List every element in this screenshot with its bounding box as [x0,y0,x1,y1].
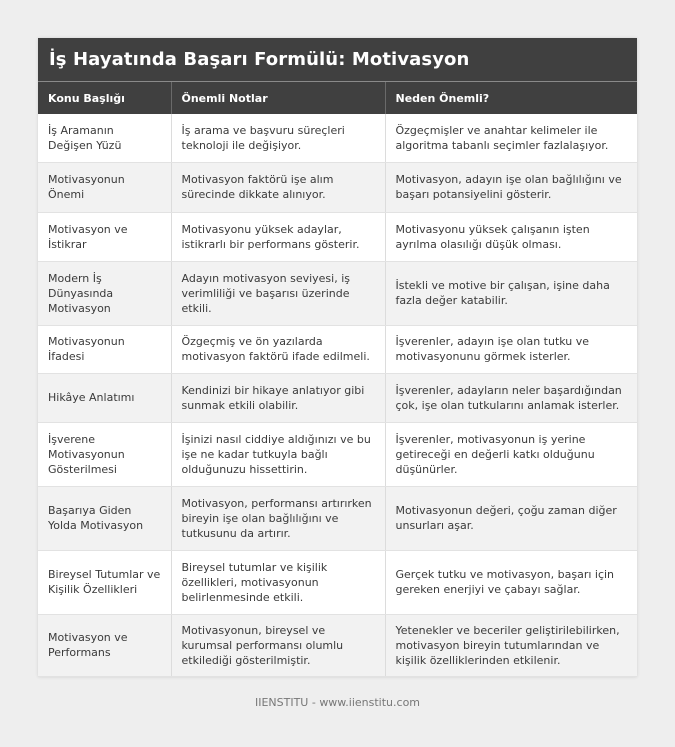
cell-topic: Motivasyonun Önemi [38,162,171,212]
cell-why: İşverenler, motivasyonun iş yerine getireceği en değerli katkı olduğunu düşünürler. [385,422,637,486]
cell-notes: Motivasyonu yüksek adaylar, istikrarlı bir performans gösterir. [171,212,385,261]
table-row [38,373,637,422]
cell-notes: Motivasyonun, bireysel ve kurumsal performansı olumlu etkilediği gösterilmiştir. [171,614,385,676]
table-header-row [38,82,637,114]
cell-why: Yetenekler ve beceriler geliştirilebilirken, motivasyon bireyin tutumlarından ve kişilik özelliklerinden etkilenir. [385,614,637,676]
footer-credit: IIENSTITU - www.iienstitu.com [254,696,421,709]
cell-why: İşverenler, adayların neler başardığından çok, işe olan tutkularını anlamak isterler. [385,373,637,422]
cell-why: Motivasyon, adayın işe olan bağlılığını ve başarı potansiyelini gösterir. [385,162,637,212]
cell-why: Motivasyonun değeri, çoğu zaman diğer unsurları aşar. [385,486,637,550]
cell-why: Motivasyonu yüksek çalışanın işten ayrılma olasılığı düşük olması. [385,212,637,261]
table-row [38,422,637,486]
cell-notes: Bireysel tutumlar ve kişilik özellikleri, motivasyonun belirlenmesinde etkili. [171,550,385,614]
column-header-why: Neden Önemli? [385,82,637,114]
page-title: İş Hayatında Başarı Formülü: Motivasyon [49,49,470,70]
table-row [38,261,637,325]
cell-topic: Başarıya Giden Yolda Motivasyon [38,486,171,550]
cell-topic: İş Aramanın Değişen Yüzü [38,114,171,162]
cell-notes: Motivasyon faktörü işe alım sürecinde dikkate alınıyor. [171,162,385,212]
cell-why: İstekli ve motive bir çalışan, işine daha fazla değer katabilir. [385,261,637,325]
column-header-notes: Önemli Notlar [171,82,385,114]
cell-notes: Kendinizi bir hikaye anlatıyor gibi sunmak etkili olabilir. [171,373,385,422]
table-row [38,325,637,373]
table-row [38,614,637,676]
cell-topic: Modern İş Dünyasında Motivasyon [38,261,171,325]
table-card [38,38,637,677]
cell-notes: Özgeçmiş ve ön yazılarda motivasyon faktörü ifade edilmeli. [171,325,385,373]
table-row [38,486,637,550]
cell-topic: Motivasyon ve İstikrar [38,212,171,261]
cell-topic: Motivasyon ve Performans [38,614,171,676]
table-row [38,114,637,162]
table-body [38,114,637,676]
column-header-topic: Konu Başlığı [38,82,171,114]
cell-notes: İş arama ve başvuru süreçleri teknoloji ile değişiyor. [171,114,385,162]
data-table [38,82,637,677]
title-bar [38,38,637,82]
cell-why: Gerçek tutku ve motivasyon, başarı için gereken enerjiyi ve çabayı sağlar. [385,550,637,614]
cell-notes: İşinizi nasıl ciddiye aldığınızı ve bu işe ne kadar tutkuyla bağlı olduğunuzu hissettirin. [171,422,385,486]
cell-topic: Bireysel Tutumlar ve Kişilik Özellikleri [38,550,171,614]
cell-notes: Motivasyon, performansı artırırken bireyin işe olan bağlılığını ve tutkusunu da artırır. [171,486,385,550]
cell-topic: Hikâye Anlatımı [38,373,171,422]
cell-why: İşverenler, adayın işe olan tutku ve motivasyonunu görmek isterler. [385,325,637,373]
table-row [38,212,637,261]
cell-notes: Adayın motivasyon seviyesi, iş verimliliği ve başarısı üzerinde etkili. [171,261,385,325]
cell-topic: Motivasyonun İfadesi [38,325,171,373]
cell-topic: İşverene Motivasyonun Gösterilmesi [38,422,171,486]
table-row [38,550,637,614]
table-row [38,162,637,212]
cell-why: Özgeçmişler ve anahtar kelimeler ile algoritma tabanlı seçimler fazlalaşıyor. [385,114,637,162]
